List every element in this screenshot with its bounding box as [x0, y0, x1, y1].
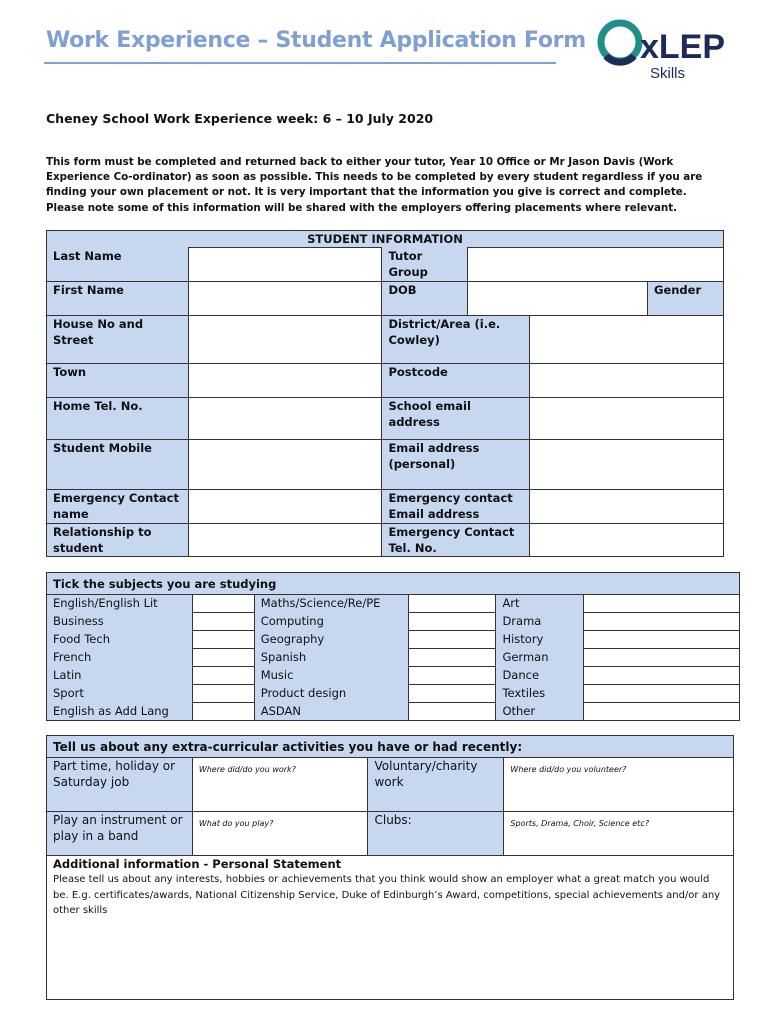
- subject-tick-box[interactable]: [584, 703, 740, 721]
- relationship-field[interactable]: [188, 524, 382, 557]
- tutor-group-field[interactable]: [468, 248, 724, 282]
- emergency-email-field[interactable]: [530, 490, 724, 524]
- voluntary-label: Voluntary/charity work: [368, 758, 504, 812]
- subject-col2-label: Spanish: [254, 649, 408, 667]
- subject-col1-label: Sport: [47, 685, 193, 703]
- subject-col1-label: French: [47, 649, 193, 667]
- house-field[interactable]: [188, 316, 382, 364]
- oxlep-logo: [596, 18, 742, 82]
- personal-email-label: Email address (personal): [382, 440, 530, 490]
- subject-col1-label: English/English Lit: [47, 595, 193, 613]
- district-field[interactable]: [530, 316, 724, 364]
- event-subtitle: Cheney School Work Experience week: 6 – 10 July 2020: [46, 111, 434, 126]
- first-name-label: First Name: [47, 282, 189, 316]
- school-email-label: School email address: [382, 398, 530, 440]
- mobile-field[interactable]: [188, 440, 382, 490]
- subjects-heading: Tick the subjects you are studying: [47, 573, 740, 595]
- subject-tick-box[interactable]: [192, 595, 254, 613]
- instrument-label: Play an instrument or play in a band: [47, 812, 193, 856]
- subject-tick-box[interactable]: [584, 631, 740, 649]
- dob-label: DOB: [382, 282, 468, 316]
- subject-col1-label: English as Add Lang: [47, 703, 193, 721]
- subject-tick-box[interactable]: [408, 703, 496, 721]
- logo-sub: Skills: [650, 65, 686, 82]
- subject-tick-box[interactable]: [192, 649, 254, 667]
- tutor-group-label: Tutor Group: [382, 248, 468, 282]
- subject-tick-box[interactable]: [408, 685, 496, 703]
- activities-table: [46, 735, 734, 1000]
- subject-tick-box[interactable]: [584, 667, 740, 685]
- mobile-label: Student Mobile: [47, 440, 189, 490]
- subject-tick-box[interactable]: [192, 685, 254, 703]
- gender-label: Gender: [648, 282, 724, 316]
- subject-tick-box[interactable]: [408, 595, 496, 613]
- postcode-label: Postcode: [382, 364, 530, 398]
- subject-col2-label: Computing: [254, 613, 408, 631]
- subject-col1-label: Business: [47, 613, 193, 631]
- emergency-tel-field[interactable]: [530, 524, 724, 557]
- emergency-tel-label: Emergency Contact Tel. No.: [382, 524, 530, 557]
- relationship-label: Relationship to student: [47, 524, 189, 557]
- subject-tick-box[interactable]: [408, 631, 496, 649]
- home-tel-field[interactable]: [188, 398, 382, 440]
- first-name-field[interactable]: [188, 282, 382, 316]
- what-play-field[interactable]: What do you play?: [192, 812, 368, 856]
- emergency-email-label: Emergency contact Email address: [382, 490, 530, 524]
- emergency-name-field[interactable]: [188, 490, 382, 524]
- last-name-label: Last Name: [47, 248, 189, 282]
- subject-col3-label: Drama: [496, 613, 584, 631]
- statement-text: Please tell us about any interests, hobbies or achievements that you think would show an employer what a great match you would be. E.g. certificates/awards, National Citizenship Service, Duke of Edinburgh’s Award, competitions, special achievements and/or any other skills: [53, 874, 721, 916]
- intro-paragraph: This form must be completed and returned back to either your tutor, Year 10 Office or Mr Jason Davis (Work Experience Co-ordinator) as soon as possible. This needs to be completed by every student regardless if you are finding your own placement or not. It is very important that the information you give is correct and complete. Please note some of this information will be shared with the employers offering placements where relevant.: [46, 156, 703, 214]
- subject-col3-label: Art: [496, 595, 584, 613]
- dob-field[interactable]: [468, 282, 648, 316]
- where-volunteer-field[interactable]: Where did/do you volunteer?: [504, 758, 734, 812]
- subject-tick-box[interactable]: [408, 649, 496, 667]
- subject-tick-box[interactable]: [192, 667, 254, 685]
- town-label: Town: [47, 364, 189, 398]
- personal-statement[interactable]: [47, 856, 734, 1000]
- subject-tick-box[interactable]: [408, 613, 496, 631]
- house-label: House No and Street: [47, 316, 189, 364]
- subjects-table: [46, 572, 740, 721]
- clubs-label: Clubs:: [368, 812, 504, 856]
- subject-col1-label: Food Tech: [47, 631, 193, 649]
- logo-wordmark: xLEP: [640, 28, 726, 66]
- emergency-name-label: Emergency Contact name: [47, 490, 189, 524]
- subject-col2-label: Maths/Science/Re/PE: [254, 595, 408, 613]
- subject-col2-label: Geography: [254, 631, 408, 649]
- subject-col3-label: Other: [496, 703, 584, 721]
- subject-tick-box[interactable]: [584, 613, 740, 631]
- subject-tick-box[interactable]: [192, 613, 254, 631]
- title-underline: [44, 62, 556, 64]
- subject-tick-box[interactable]: [584, 685, 740, 703]
- subject-col3-label: German: [496, 649, 584, 667]
- subject-tick-box[interactable]: [192, 631, 254, 649]
- district-label: District/Area (i.e. Cowley): [382, 316, 530, 364]
- subject-col2-label: Music: [254, 667, 408, 685]
- statement-heading: Additional information - Personal Statement: [53, 857, 342, 871]
- subject-col2-label: Product design: [254, 685, 408, 703]
- last-name-field[interactable]: [188, 248, 382, 282]
- town-field[interactable]: [188, 364, 382, 398]
- school-email-field[interactable]: [530, 398, 724, 440]
- subject-tick-box[interactable]: [408, 667, 496, 685]
- home-tel-label: Home Tel. No.: [47, 398, 189, 440]
- personal-email-field[interactable]: [530, 440, 724, 490]
- subject-col3-label: Dance: [496, 667, 584, 685]
- subject-col2-label: ASDAN: [254, 703, 408, 721]
- subject-col1-label: Latin: [47, 667, 193, 685]
- subject-tick-box[interactable]: [584, 649, 740, 667]
- part-time-label: Part time, holiday or Saturday job: [47, 758, 193, 812]
- postcode-field[interactable]: [530, 364, 724, 398]
- subject-tick-box[interactable]: [584, 595, 740, 613]
- subject-col3-label: History: [496, 631, 584, 649]
- clubs-field[interactable]: Sports, Drama, Choir, Science etc?: [504, 812, 734, 856]
- subject-col3-label: Textiles: [496, 685, 584, 703]
- where-work-field[interactable]: Where did/do you work?: [192, 758, 368, 812]
- student-info-heading: STUDENT INFORMATION: [47, 231, 724, 248]
- activities-heading: Tell us about any extra-curricular activities you have or had recently:: [47, 736, 734, 758]
- page-title: Work Experience – Student Application Form: [46, 28, 586, 53]
- student-info-table: [46, 230, 724, 557]
- subject-tick-box[interactable]: [192, 703, 254, 721]
